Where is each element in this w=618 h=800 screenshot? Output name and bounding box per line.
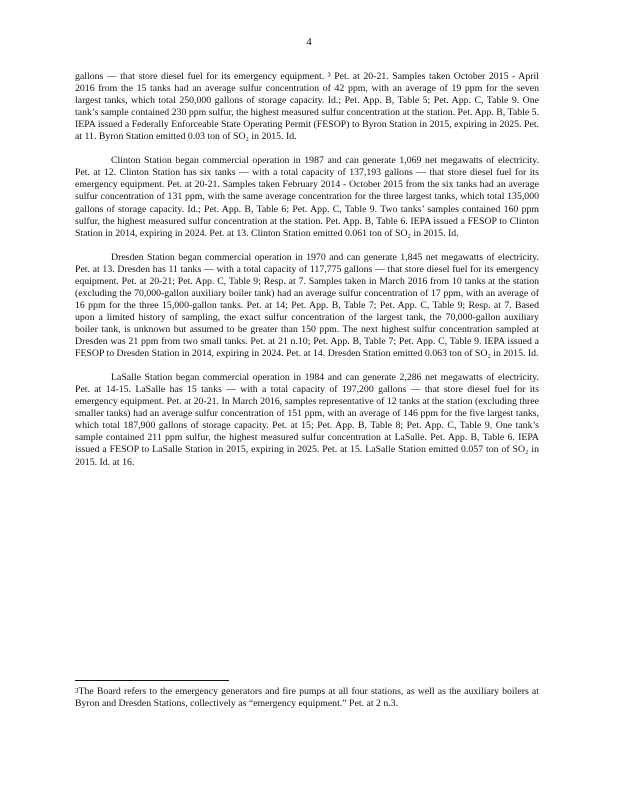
paragraph-lasalle-station: LaSalle Station began commercial operation in 1984 and can generate 2,286 net megawatts of electricity. Pet. at 14-15. LaSalle has 15 tanks — with a total capacity of 197,200 gallons — that store diesel fuel for its emergency equipment. Pet. at 20-21. In March 2016, samples representative of 12 tanks at the station (excluding three smaller tanks) had an average sulfur concentration of 151 ppm, with an average of 146 ppm for the five largest tanks, which total 187,900 gallons of storage capacity. Pet. at 15; Pet. App. B, Table 8; Pet. App. C, Table 9. One tank’s sample contained 211 ppm sulfur, the highest measured sulfur concentration at LaSalle. Pet. App. B, Table 6. IEPA issued a FESOP to LaSalle Station in 2015, expiring in 2025. Pet. at 15. LaSalle Station emitted 0.057 ton of SO₂ in 2015. Id. at 16. [75, 372, 539, 468]
paragraph-byron-continued: gallons — that store diesel fuel for its emergency equipment. ³ Pet. at 20-21. Samples taken October 2015 - April 2016 from the 15 tanks had an average sulfur concentration of 42 ppm, with an average of 19 ppm for the seven largest tanks, which total 250,000 gallons of storage capacity. Id.; Pet. App. B, Table 5; Pet. App. C, Table 9. One tank’s sample contained 230 ppm sulfur, the highest measured sulfur concentration at the station. Pet. App. B, Table 5. IEPA issued a Federally Enforceable State Operating Permit (FESOP) to Byron Station in 2015, expiring in 2025. Pet. at 11. Byron Station emitted 0.03 ton of SO₂ in 2015. Id. [75, 71, 539, 143]
footnote-mark: 3 [75, 687, 79, 695]
paragraph-clinton-station: Clinton Station began commercial operation in 1987 and can generate 1,069 net megawatts of electricity. Pet. at 12. Clinton Station has six tanks — with a total capacity of 137,193 gallons — that store diesel fuel for its emergency equipment. Pet. at 20-21. Samples taken February 2014 - October 2015 from the six tanks had an average sulfur concentration of 131 ppm, with the same average concentration for the three largest tanks, which total 135,000 gallons of storage capacity. Id.; Pet. App. B, Table 6; Pet. App. C, Table 9. Two tanks’ samples contained 160 ppm sulfur, the highest measured sulfur concentration at the station. Pet. App. B, Table 6. IEPA issued a FESOP to Clinton Station in 2014, expiring in 2024. Pet. at 13. Clinton Station emitted 0.061 ton of SO₂ in 2015. Id. [75, 155, 539, 239]
footnote-text: The Board refers to the emergency generators and fire pumps at all four stations, as well as the auxiliary boilers at Byron and Dresden Stations, collectively as “emergency equipment.” Pet. at 2 n.3. [75, 686, 539, 710]
page-number: 4 [306, 36, 312, 48]
paragraph-dresden-station: Dresden Station began commercial operation in 1970 and can generate 1,845 net megawatts of electricity. Pet. at 13. Dresden has 11 tanks — with a total capacity of 117,775 gallons — that store diesel fuel for its emergency equipment. Pet. at 20-21; Pet. App. C, Table 9; Resp. at 7. Samples taken in March 2016 from 10 tanks at the station (excluding the 70,000-gallon auxiliary boiler tank) had an average sulfur concentration of 17 ppm, with an average of 16 ppm for the three 15,000-gallon tanks. Pet. at 14; Pet. App. B, Table 7; Pet. App. C, Table 9; Resp. at 7. Based upon a limited history of sampling, the exact sulfur concentration of the largest tank, the 70,000-gallon auxiliary boiler tank, is unknown but assumed to be greater than 150 ppm. The next highest sulfur concentration sampled at Dresden was 21 ppm from two small tanks. Pet. at 21 n.10; Pet. App. B, Table 7; Pet. App. C, Table 9. IEPA issued a FESOP to Dresden Station in 2014, expiring in 2024. Pet. at 14. Dresden Station emitted 0.063 ton of SO₂ in 2015. Id. [75, 251, 539, 360]
footnote [75, 686, 539, 710]
body-text [75, 71, 539, 481]
footnote-separator [75, 680, 229, 681]
